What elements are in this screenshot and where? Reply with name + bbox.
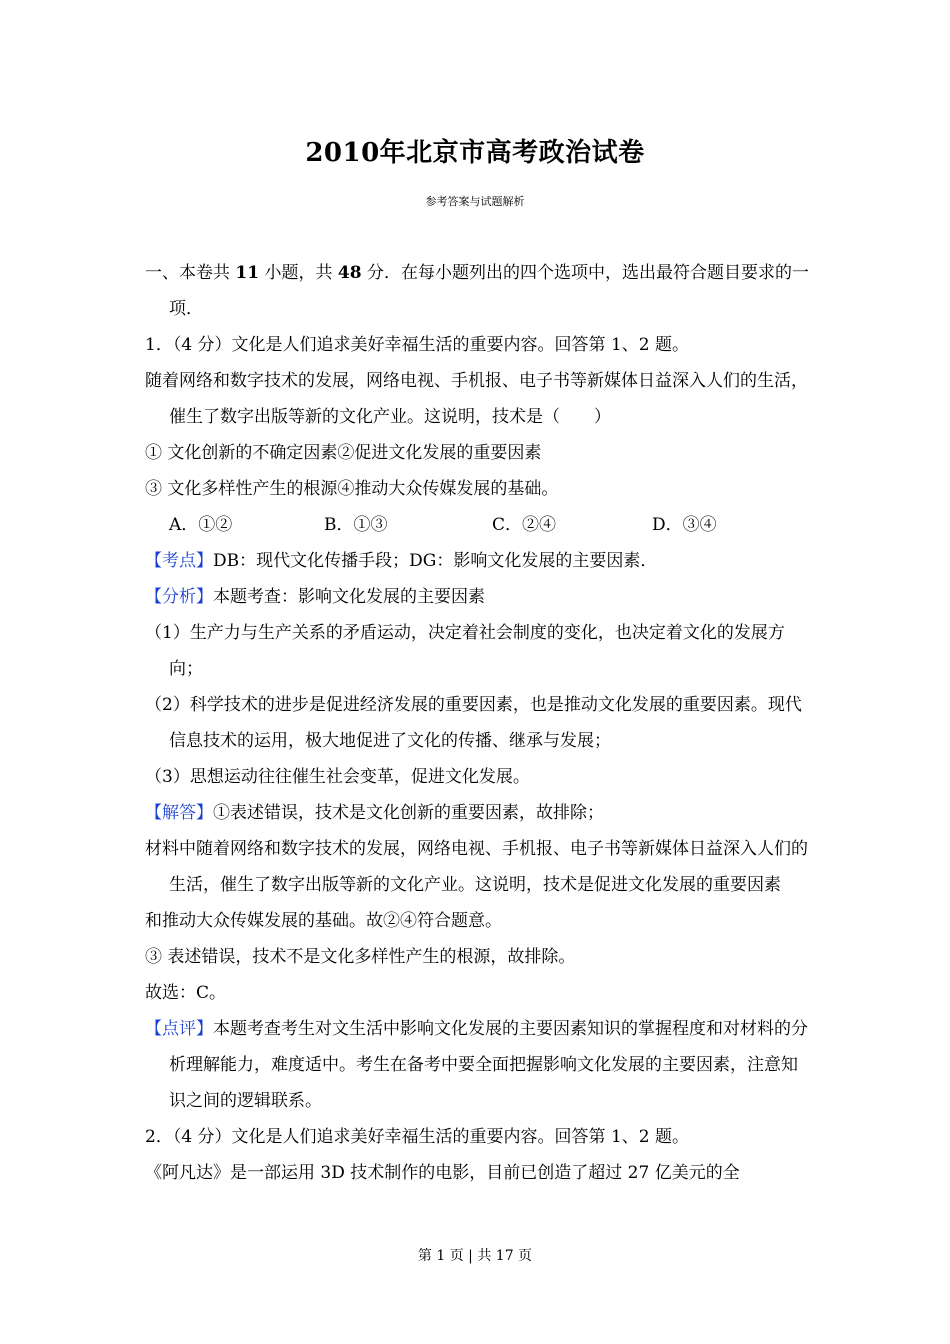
section-prefix: 一、本卷共 [145, 263, 236, 283]
answer-choice: 故选：C。 [145, 983, 227, 1003]
section-mid: 小题，共 [259, 263, 338, 283]
jieda-tag: 【解答】 [145, 803, 213, 823]
option-b: B．①③ [324, 515, 388, 535]
jieda-line [145, 795, 810, 831]
kaodian-tag: 【考点】 [145, 551, 213, 571]
answer-paragraph-3: ③ 表述错误，技术不是文化多样性产生的根源，故排除。 [145, 947, 576, 967]
fenxi-tag: 【分析】 [145, 587, 213, 607]
total-points: 48 [337, 263, 362, 283]
document-body [145, 255, 810, 1191]
option-d: D．③④ [652, 515, 717, 535]
dianping-text: 本题考查考生对文生活中影响文化发展的主要因素知识的掌握程度和对材料的分析理解能力，难度适中。考生在备考中要全面把握影响文化发展的主要因素，注意知识之间的逻辑联系。 [169, 1019, 808, 1111]
analysis-point-1: （1）生产力与生产关系的矛盾运动，决定着社会制度的变化，也决定着文化的发展方向； [145, 623, 785, 679]
kaodian-text: DB：现代文化传播手段；DG：影响文化发展的主要因素． [213, 551, 658, 571]
section-instructions [145, 255, 810, 327]
jieda-text: ①表述错误，技术是文化创新的重要因素，故排除； [213, 803, 604, 823]
option-a: A．①② [169, 515, 233, 535]
question-count: 11 [235, 263, 260, 283]
question-1-stem: 随着网络和数字技术的发展，网络电视、手机报、电子书等新媒体日益深入人们的生活，催生了数字出版等新的文化产业。这说明，技术是（ ） [145, 371, 808, 427]
section-suffix: 分．在每小题列出的四个选项中，选出最符合题目要求的一项． [169, 263, 809, 319]
question-1-heading: 1．（4 分）文化是人们追求美好幸福生活的重要内容。回答第 1、2 题。 [145, 335, 689, 355]
fenxi-line [145, 579, 810, 615]
option-c: C．②④ [492, 515, 557, 535]
page-footer: 第 1 页 | 共 17 页 [417, 1248, 533, 1264]
question-1-item-1: ① 文化创新的不确定因素②促进文化发展的重要因素 [145, 443, 542, 463]
answer-paragraph-2: 和推动大众传媒发展的基础。故②④符合题意。 [145, 911, 502, 931]
question-1-item-2: ③ 文化多样性产生的根源④推动大众传媒发展的基础。 [145, 479, 559, 499]
dianping-line [145, 1011, 810, 1119]
answer-paragraph-1: 材料中随着网络和数字技术的发展，网络电视、手机报、电子书等新媒体日益深入人们的生活，催生了数字出版等新的文化产业。这说明，技术是促进文化发展的重要因素 [145, 839, 808, 895]
fenxi-text: 本题考查：影响文化发展的主要因素 [213, 587, 485, 607]
question-1-options [145, 507, 810, 543]
question-2-stem: 《阿凡达》是一部运用 3D 技术制作的电影，目前已创造了超过 27 亿美元的全 [145, 1163, 740, 1183]
kaodian-line [145, 543, 810, 579]
analysis-point-3: （3）思想运动往往催生社会变革，促进文化发展。 [145, 767, 530, 787]
analysis-point-2: （2）科学技术的进步是促进经济发展的重要因素，也是推动文化发展的重要因素。现代信息技术的运用，极大地促进了文化的传播、继承与发展； [145, 695, 802, 751]
question-2-heading: 2．（4 分）文化是人们追求美好幸福生活的重要内容。回答第 1、2 题。 [145, 1127, 689, 1147]
page-title: 2010年北京市高考政治试卷 [305, 138, 645, 168]
page-subtitle: 参考答案与试题解析 [425, 195, 525, 208]
dianping-tag: 【点评】 [145, 1019, 213, 1039]
